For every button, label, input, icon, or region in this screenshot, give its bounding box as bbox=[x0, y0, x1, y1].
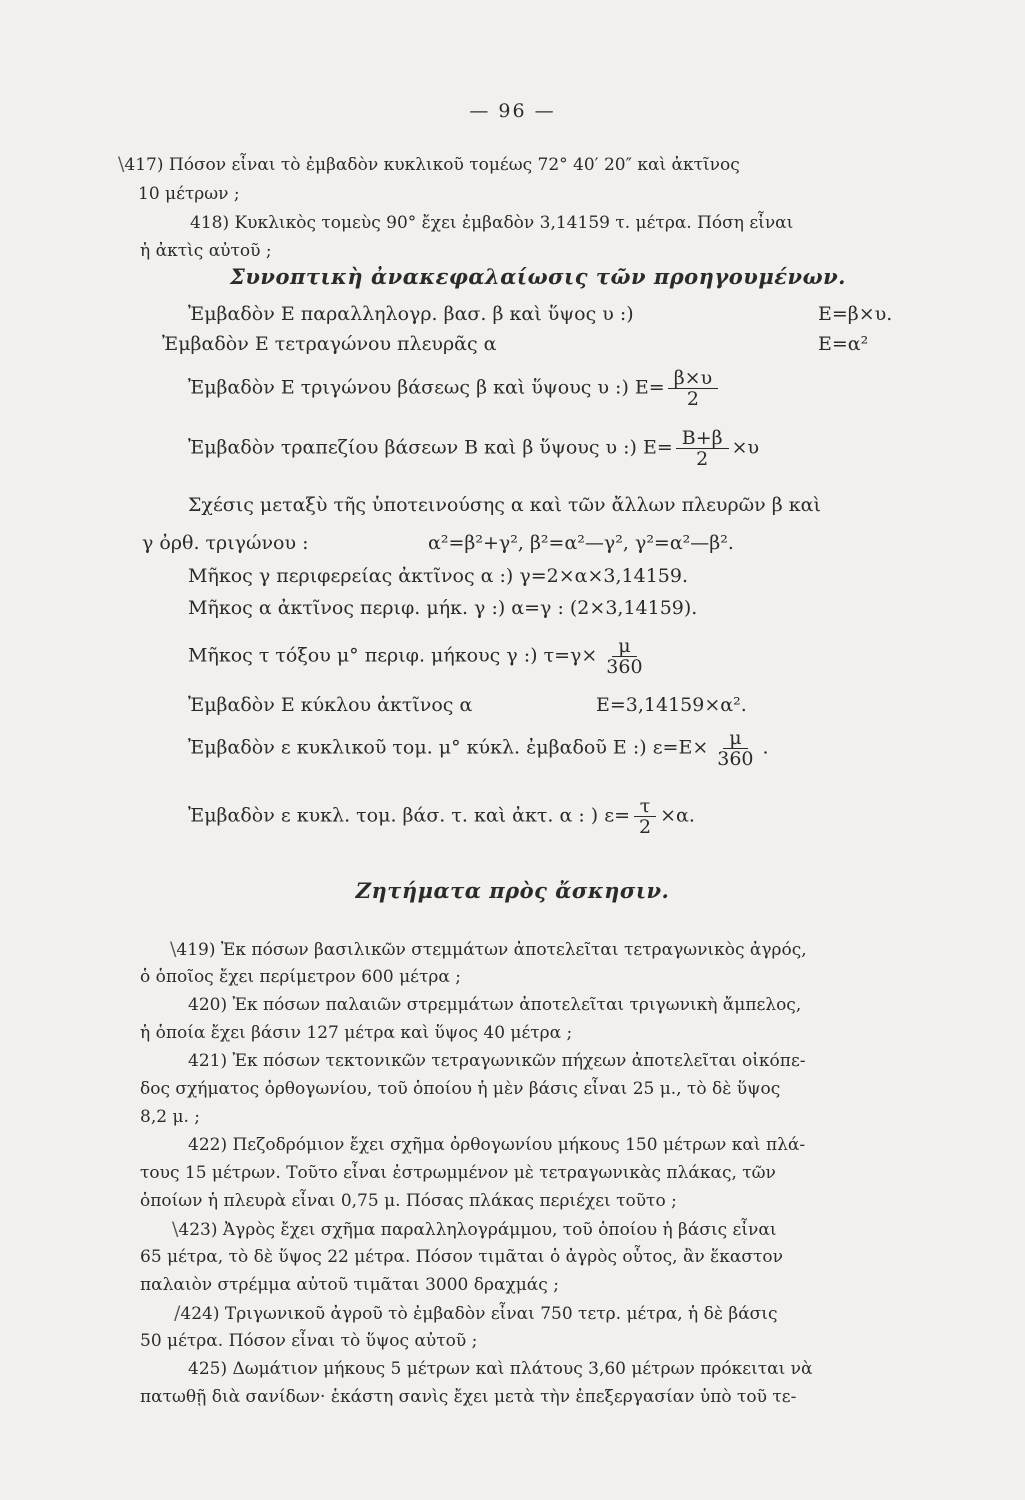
formula-sector-area-arc: Ἐμβαδὸν ε κυκλ. τομ. βάσ. τ. καὶ ἀκτ. α : ) ε= $\frac{\tau}{2}$ ×α. bbox=[188, 795, 695, 838]
formula-arc-length: Μῆκος τ τόξου μ° περιφ. μήκους γ :) τ=γ× $\frac{\mu}{360}$ bbox=[188, 636, 652, 677]
formula-square: Ἐμβαδὸν Ε τετραγώνου πλευρᾶς α bbox=[162, 333, 497, 355]
formula-trapezoid: Ἐμβαδὸν τραπεζίου βάσεων Β καὶ β ὕψους υ :) Ε= $\frac{B+\beta}{2}$ ×υ bbox=[188, 427, 760, 470]
problem-422-line-2: τους 15 μέτρων. Τοῦτο εἶναι ἐστρωμμένον μὲ τετραγωνικὰς πλάκας, τῶν bbox=[140, 1163, 776, 1183]
problem-420-line-2: ἡ ὁποία ἔχει βάσιν 127 μέτρα καὶ ὕψος 40 μέτρα ; bbox=[140, 1023, 573, 1043]
pencil-mark: \ bbox=[170, 938, 177, 960]
formula-pythagoras-line-1: Σχέσις μεταξὺ τῆς ὑποτεινούσης α καὶ τῶν ἄλλων πλευρῶν β καὶ bbox=[188, 494, 821, 516]
problem-421-line-3: 8,2 μ. ; bbox=[140, 1107, 201, 1127]
problem-417-line-2: 10 μέτρων ; bbox=[138, 184, 240, 204]
problem-418-line-1: 418) Κυκλικὸς τομεὺς 90° ἔχει ἐμβαδὸν 3,14159 τ. μέτρα. Πόση εἶναι bbox=[190, 213, 794, 233]
pencil-mark: \ bbox=[118, 153, 125, 175]
formula-radius: Μῆκος α ἀκτῖνος περιφ. μήκ. γ :) α=γ : (2×3,14159). bbox=[188, 597, 698, 619]
page-number: — 96 — bbox=[469, 100, 556, 122]
problem-423-line-1: \423) Ἀγρὸς ἔχει σχῆμα παραλληλογράμμου, τοῦ ὁποίου ἡ βάσις εἶναι bbox=[172, 1218, 777, 1240]
problem-422-line-3: ὁποίων ἡ πλευρὰ εἶναι 0,75 μ. Πόσας πλάκας περιέχει τοῦτο ; bbox=[140, 1191, 677, 1211]
problem-423-line-3: παλαιὸν στρέμμα αὐτοῦ τιμᾶται 3000 δραχμάς ; bbox=[140, 1275, 559, 1295]
formula-triangle: Ἐμβαδὸν Ε τριγώνου βάσεως β καὶ ὕψους υ :) Ε= $\frac{\beta\times\upsilon}{2}$ bbox=[188, 368, 721, 409]
problem-424-line-1: /424) Τριγωνικοῦ ἀγροῦ τὸ ἐμβαδὸν εἶναι 750 τετρ. μέτρα, ἡ δὲ βάσις bbox=[174, 1302, 778, 1324]
summary-heading: Συνοπτικὴ ἀνακεφαλαίωσις τῶν προηγουμένων. bbox=[230, 264, 846, 289]
problem-420-line-1: 420) Ἐκ πόσων παλαιῶν στρεμμάτων ἀποτελεῖται τριγωνικὴ ἄμπελος, bbox=[188, 995, 802, 1015]
formula-parallelogram: Ἐμβαδὸν Ε παραλληλογρ. βασ. β καὶ ὕψος υ :) bbox=[188, 303, 634, 325]
problem-421-line-1: 421) Ἐκ πόσων τεκτονικῶν τετραγωνικῶν πήχεων ἀποτελεῖται οἰκόπε- bbox=[188, 1051, 806, 1071]
exercises-heading: Ζητήματα πρὸς ἄσκησιν. bbox=[355, 878, 670, 903]
problem-419-line-1: \419) Ἐκ πόσων βασιλικῶν στεμμάτων ἀποτελεῖται τετραγωνικὸς ἀγρός, bbox=[170, 938, 807, 960]
problem-419-line-2: ὁ ὁποῖος ἔχει περίμετρον 600 μέτρα ; bbox=[140, 967, 461, 987]
problem-418-line-2: ἡ ἀκτὶς αὐτοῦ ; bbox=[140, 241, 272, 261]
formula-circle-area: Ἐμβαδὸν Ε κύκλου ἀκτῖνος α bbox=[188, 694, 473, 716]
problem-425-line-2: πατωθῇ διὰ σανίδων· ἑκάστη σανὶς ἔχει μετὰ τὴν ἐπεξεργασίαν ὑπὸ τοῦ τε- bbox=[140, 1387, 797, 1407]
fraction: $\frac{\tau}{2}$ bbox=[633, 796, 657, 837]
formula-pythagoras-line-2b: α²=β²+γ², β²=α²—γ², γ²=α²—β². bbox=[428, 532, 734, 554]
fraction: $\frac{\mu}{360}$ bbox=[717, 727, 754, 770]
pencil-mark: / bbox=[174, 1302, 181, 1324]
problem-422-line-1: 422) Πεζοδρόμιον ἔχει σχῆμα ὀρθογωνίου μήκους 150 μέτρων καὶ πλά- bbox=[188, 1135, 806, 1155]
formula-circumference: Μῆκος γ περιφερείας ἀκτῖνος α :) γ=2×α×3,14159. bbox=[188, 565, 689, 587]
problem-423-line-2: 65 μέτρα, τὸ δὲ ὕψος 22 μέτρα. Πόσον τιμᾶται ὁ ἀγρὸς οὗτος, ἂν ἕκαστον bbox=[140, 1247, 783, 1267]
formula-square-result: Ε=α² bbox=[818, 333, 869, 355]
formula-sector-area: Ἐμβαδὸν ε κυκλικοῦ τομ. μ° κύκλ. ἐμβαδοῦ Ε :) ε=Ε× $\frac{\mu}{360}$ . bbox=[188, 727, 769, 770]
formula-circle-area-result: Ε=3,14159×α². bbox=[596, 694, 747, 716]
pencil-mark: \ bbox=[172, 1218, 179, 1240]
fraction: $\frac{B+\beta}{2}$ bbox=[676, 428, 729, 469]
problem-425-line-1: 425) Δωμάτιον μήκους 5 μέτρων καὶ πλάτους 3,60 μέτρων πρόκειται νὰ bbox=[188, 1359, 813, 1379]
formula-pythagoras-line-2a: γ ὀρθ. τριγώνου : bbox=[142, 532, 309, 554]
fraction: $\frac{\beta\times\upsilon}{2}$ bbox=[668, 368, 718, 409]
problem-424-line-2: 50 μέτρα. Πόσον εἶναι τὸ ὕψος αὐτοῦ ; bbox=[140, 1331, 478, 1351]
problem-421-line-2: δος σχήματος ὀρθογωνίου, τοῦ ὁποίου ἡ μὲν βάσις εἶναι 25 μ., τὸ δὲ ὕψος bbox=[140, 1079, 781, 1099]
formula-parallelogram-result: Ε=β×υ. bbox=[818, 303, 893, 325]
fraction: $\frac{\mu}{360}$ bbox=[606, 635, 643, 678]
problem-417-line-1: \417) Πόσον εἶναι τὸ ἐμβαδὸν κυκλικοῦ τομέως 72° 40′ 20″ καὶ ἀκτῖνος bbox=[118, 153, 740, 175]
